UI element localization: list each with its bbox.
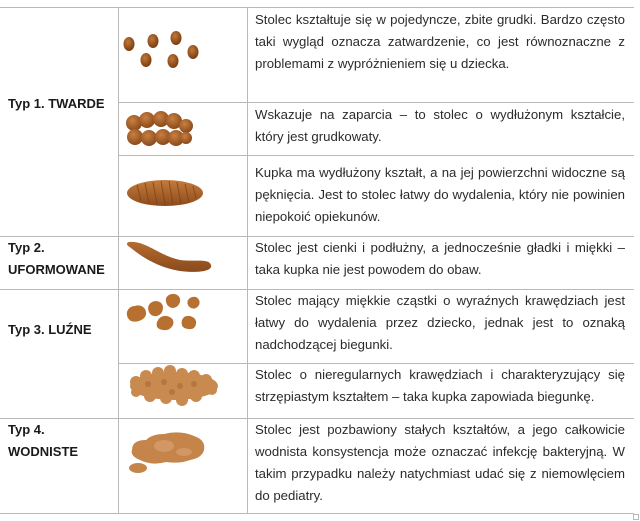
description-row-6: Stolec o nieregularnych krawędziach i charakteryzujący się strzępiastym kształtem – taka kupka zapowiada biegunkę. — [255, 367, 625, 404]
description-row-7: Stolec jest pozbawiony stałych kształtów, a jego całkowicie wodnista konsystencja może oznaczać infekcję bakteryjną. W takim przypadku należy natychmiast udać się z niemowlęciem do pediatry. — [255, 422, 625, 503]
table-border-bottom — [0, 513, 634, 514]
description-row-5: Stolec mający miękkie cząstki o wyraźnych krawędziach jest łatwy do wydalenia przez dziecko, jednak jest to oznaką nadchodzącej biegunki. — [255, 293, 625, 352]
description-row-3: Kupka ma wydłużony kształt, a na jej powierzchni widoczne są pęknięcia. Jest to stolec łatwy do wydalenia, który nie powinien niepokoić opiekunów. — [255, 165, 625, 224]
description-row-4: Stolec jest cienki i podłużny, a jednocześnie gładki i miękki – taka kupka nie jest powodem do obaw. — [255, 240, 625, 277]
separate-hard-lumps-image — [120, 28, 210, 78]
category-type-2 — [8, 237, 105, 281]
row-divider — [118, 102, 634, 103]
smooth-soft-sausage-image — [125, 238, 215, 276]
category-type-3: Typ 3. LUŹNE — [8, 322, 92, 337]
soft-blobs-image — [124, 290, 214, 335]
category-type-4-line1: Typ 4. — [8, 422, 45, 437]
category-type-4 — [8, 419, 78, 463]
lumpy-sausage-image — [124, 111, 196, 151]
table-resize-handle[interactable] — [633, 514, 639, 520]
description-row-2: Wskazuje na zaparcia – to stolec o wydłużonym kształcie, który jest grudkowaty. — [255, 107, 625, 144]
mushy-pieces-image — [124, 364, 224, 408]
cracked-sausage-image — [125, 177, 205, 211]
watery-liquid-image — [124, 420, 214, 480]
category-type-2-line1: Typ 2. — [8, 240, 45, 255]
column-divider-1 — [118, 7, 119, 514]
category-type-2-line2: UFORMOWANE — [8, 262, 105, 277]
column-divider-2 — [247, 7, 248, 514]
category-type-4-line2: WODNISTE — [8, 444, 79, 459]
row-divider — [118, 155, 634, 156]
description-row-1: Stolec kształtuje się w pojedyncze, zbite grudki. Bardzo często taki wygląd oznacza zatwardzenie, co jest równoznaczne z problemami z wypróżnieniem się u dziecka. — [255, 12, 625, 71]
table-border-top — [0, 7, 634, 8]
category-type-1: Typ 1. TWARDE — [8, 96, 105, 111]
